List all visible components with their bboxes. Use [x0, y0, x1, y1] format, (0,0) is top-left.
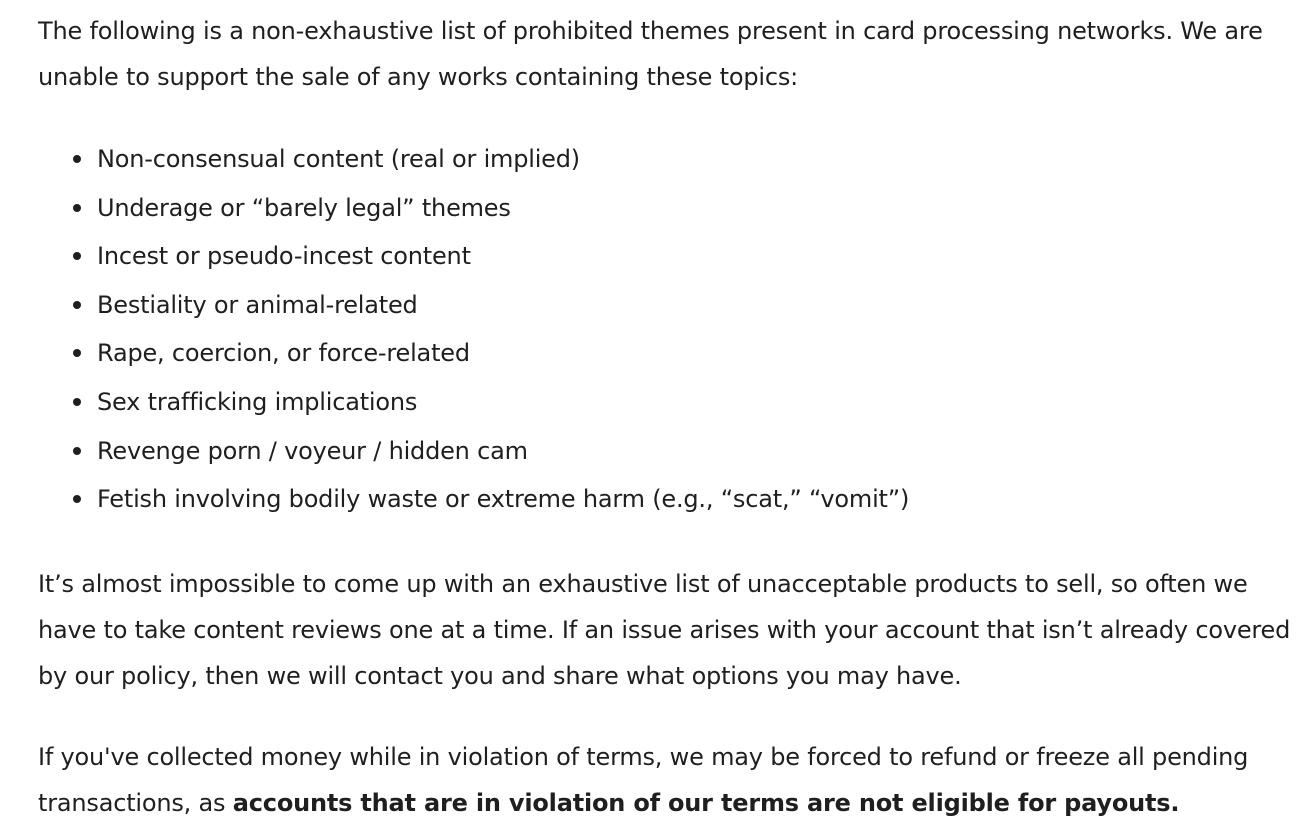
- prohibited-themes-list: [38, 135, 909, 524]
- list-item: Revenge porn / voyeur / hidden cam: [97, 427, 909, 476]
- list-item: Underage or “barely legal” themes: [97, 184, 909, 233]
- intro-paragraph: The following is a non-exhaustive list of prohibited themes present in card processing networks. We are unable to support the sale of any works containing these topics:: [38, 17, 1263, 91]
- payout-policy-lead: If you've collected money while in violation of terms, we may be forced to refund or freeze all pending transactions, as: [38, 743, 1249, 817]
- list-item: Incest or pseudo-incest content: [97, 232, 909, 281]
- list-item: Rape, coercion, or force-related: [97, 329, 909, 378]
- list-item: Fetish involving bodily waste or extreme harm (e.g., “scat,” “vomit”): [97, 475, 909, 524]
- payout-policy-paragraph: [38, 734, 1278, 826]
- list-item: Bestiality or animal-related: [97, 281, 909, 330]
- list-item: Sex trafficking implications: [97, 378, 909, 427]
- review-policy-paragraph: It’s almost impossible to come up with an exhaustive list of unacceptable products to sell, so often we have to take content reviews one at a time. If an issue arises with your account that isn’t already covered by our policy, then we will contact you and share what options you may have.: [38, 570, 1291, 690]
- list-item: Non-consensual content (real or implied): [97, 135, 909, 184]
- payout-policy-emphasis: accounts that are in violation of our terms are not eligible for payouts.: [232, 789, 1180, 817]
